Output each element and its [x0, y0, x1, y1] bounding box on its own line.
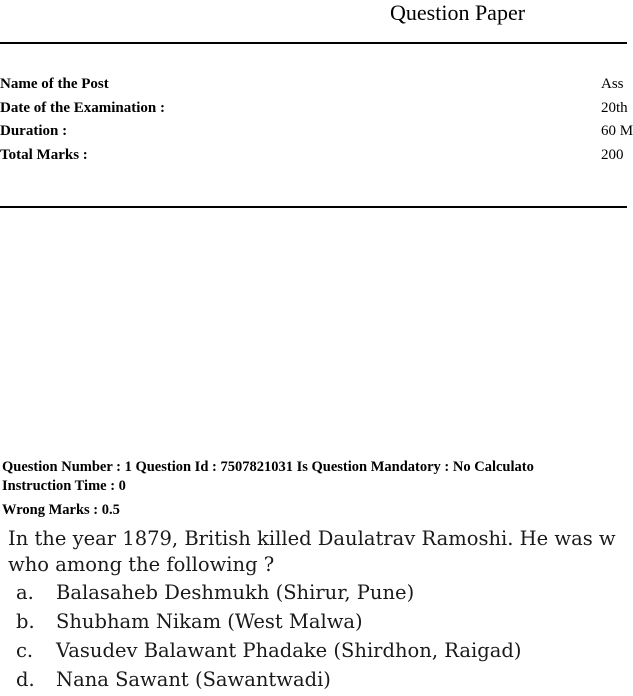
question-text-line2: who among the following ?	[8, 553, 275, 576]
question-text	[8, 526, 616, 578]
bottom-divider	[0, 206, 627, 208]
option-letter: d.	[16, 668, 35, 691]
option-letter: b.	[16, 610, 35, 633]
wrong-marks: Wrong Marks : 0.5	[2, 502, 120, 518]
option-letter: c.	[16, 639, 34, 662]
info-row-date	[0, 98, 627, 120]
option-a[interactable]	[16, 580, 414, 608]
info-row-post	[0, 74, 627, 96]
option-d[interactable]	[16, 667, 331, 695]
top-divider	[0, 42, 627, 44]
info-value-post: Ass	[601, 76, 624, 92]
option-b[interactable]	[16, 609, 363, 637]
question-meta-line: Question Number : 1 Question Id : 7507821031 Is Question Mandatory : No Calculato	[2, 459, 534, 475]
info-value-marks: 200	[601, 147, 624, 163]
question-text-line1: In the year 1879, British killed Daulatrav Ramoshi. He was w	[8, 527, 616, 550]
option-text: Balasaheb Deshmukh (Shirur, Pune)	[56, 581, 415, 604]
info-value-duration: 60 M	[601, 123, 633, 139]
option-letter: a.	[16, 581, 34, 604]
info-label-marks: Total Marks :	[0, 147, 88, 163]
info-row-marks	[0, 145, 627, 167]
option-text: Nana Sawant (Sawantwadi)	[56, 668, 331, 691]
page-title: Question Paper	[390, 0, 526, 25]
info-row-duration	[0, 121, 633, 143]
info-label-duration: Duration :	[0, 123, 68, 139]
option-text: Shubham Nikam (West Malwa)	[56, 610, 363, 633]
info-label-post: Name of the Post	[0, 76, 109, 92]
info-value-date: 20th	[601, 100, 628, 116]
info-label-date: Date of the Examination :	[0, 100, 165, 116]
option-c[interactable]	[16, 638, 521, 666]
option-text: Vasudev Balawant Phadake (Shirdhon, Raigad)	[56, 639, 522, 662]
instruction-time: Instruction Time : 0	[2, 478, 126, 494]
